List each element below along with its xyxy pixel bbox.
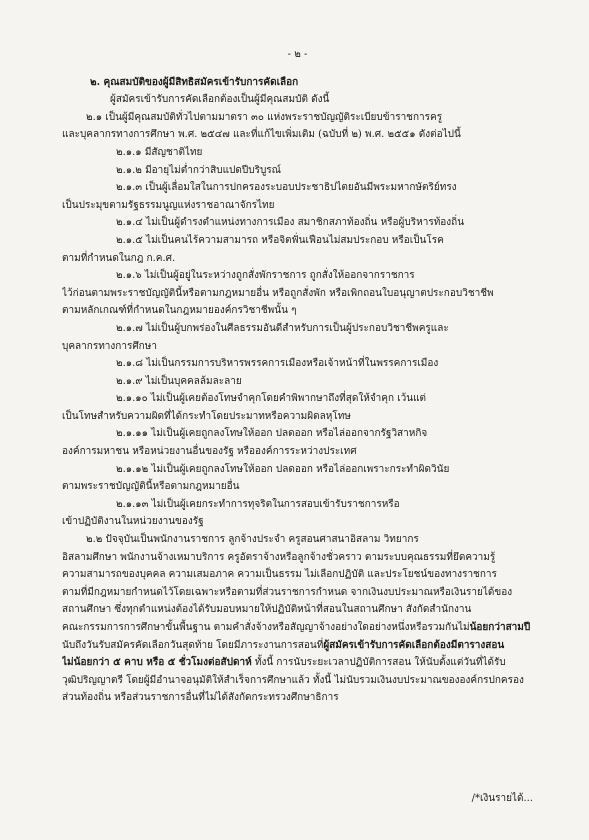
sub-item-continuation-line: องค์การมหาชน หรือหน่วยงานอื่นของรัฐ หรือองค์การระหว่างประเทศ — [62, 446, 357, 458]
intro-text: ผู้สมัครเข้ารับการคัดเลือกต้องเป็นผู้มีคุณสมบัติ ดังนี้ — [110, 94, 330, 106]
item-2-2-line-8-bold: ไม่น้อยกว่า ๕ คาบ หรือ ๕ ชั่วโมงต่อสัปดาห์ — [62, 657, 252, 669]
sub-item-first-line: ๒.๑.๕ ไม่เป็นคนไร้ความสามารถ หรือจิตฟั่นเฟือนไม่สมประกอบ หรือเป็นโรค — [116, 234, 444, 246]
sub-item-first-line: ๒.๑.๗ ไม่เป็นผู้บกพร่องในศีลธรรมอันดีสำหรับการเป็นผู้ประกอบวิชาชีพครูและ — [116, 322, 449, 334]
sub-item-first-line: ๒.๑.๙ ไม่เป็นบุคคลล้มละลาย — [116, 375, 242, 387]
sub-item-continuation-line: ไว้ก่อนตามพระราชบัญญัตินี้หรือตามกฎหมายอื่น หรือถูกสั่งพัก หรือเพิกถอนใบอนุญาตประกอบวิชาชีพ — [62, 287, 494, 299]
sub-item-first-line: ๒.๑.๑๓ ไม่เป็นผู้เคยกระทำการทุจริตในการสอบเข้ารับราชการหรือ — [116, 498, 400, 510]
item-2-2-line-5: สถานศึกษา ซึ่งทุกตำแหน่งต้องได้รับมอบหมายให้ปฏิบัติหน้าที่สอนในสถานศึกษา สังกัดสำนักงาน — [62, 604, 472, 616]
item-2-2-line-10: ส่วนท้องถิ่น หรือส่วนราชการอื่นที่ไม่ได้สังกัดกระทรวงศึกษาธิการ — [62, 692, 339, 704]
sub-item-continuation-line: ตามพระราชบัญญัตินี้หรือตามกฎหมายอื่น — [62, 481, 240, 493]
sub-item-continuation-line: บุคลากรทางการศึกษา — [62, 340, 157, 352]
sub-item-first-line: ๒.๑.๑๒ ไม่เป็นผู้เคยถูกลงโทษให้ออก ปลดออก หรือไล่ออกเพราะกระทำผิดวินัย — [116, 463, 450, 475]
qualification-list — [62, 144, 533, 531]
item-2-2-line-4: ตามที่มีกฎหมายกำหนดไว้โดยเฉพาะหรือตามที่ส่วนราชการกำหนด จากเงินงบประมาณหรือเงินรายได้ของ — [62, 586, 513, 598]
item-2-2-line-6 — [62, 619, 533, 637]
sub-item-first-line: ๒.๑.๑๐ ไม่เป็นผู้เคยต้องโทษจำคุกโดยคำพิพากษาถึงที่สุดให้จำคุก เว้นแต่ — [116, 393, 427, 405]
sub-item-first-line: ๒.๑.๒ มีอายุไม่ต่ำกว่าสิบแปดปีบริบูรณ์ — [116, 164, 281, 176]
item-2-2-line-8 — [62, 654, 533, 672]
sub-item-continuation-line: เป็นประมุขตามรัฐธรรมนูญแห่งราชอาณาจักรไทย — [62, 199, 275, 211]
item-2-2-line-6-bold: น้อยกว่าสามปี — [469, 622, 531, 633]
item-2-2-line-1: ๒.๒ ปัจจุบันเป็นพนักงานราชการ ลูกจ้างประจำ ครูสอนศาสนาอิสลาม วิทยากร — [86, 534, 419, 546]
item-2-2-line-2: อิสลามศึกษา พนักงานจ้างเหมาบริการ ครูอัตราจ้างหรือลูกจ้างชั่วคราว ตามระบบคุณธรรมที่ยึดความรู้ — [62, 551, 496, 563]
sub-item-continuation-line: เข้าปฏิบัติงานในหน่วยงานของรัฐ — [62, 516, 204, 528]
item-2-2-line-9: วุฒิปริญญาตรี โดยผู้มีอำนาจอนุมัติให้สำเร็จการศึกษาแล้ว ทั้งนี้ ไม่นับรวมเงินงบประมาณขององค์กรปกครอง — [62, 674, 524, 686]
sub-item-first-line: ๒.๑.๑ มีสัญชาติไทย — [116, 146, 203, 158]
item-2-1-line-1: ๒.๑ เป็นผู้มีคุณสมบัติทั่วไปตามมาตรา ๓๐ แห่งพระราชบัญญัติระเบียบข้าราชการครู — [86, 111, 443, 123]
sub-item-first-line: ๒.๑.๔ ไม่เป็นผู้ดำรงตำแหน่งทางการเมือง สมาชิกสภาท้องถิ่น หรือผู้บริหารท้องถิ่น — [116, 217, 465, 229]
item-2-2-line-3: ความสามารถของบุคคล ความเสมอภาค ความเป็นธรรม ไม่เลือกปฏิบัติ และประโยชน์ของทางราชการ — [62, 569, 497, 581]
sub-item-continuation-line: ตามที่กำหนดในกฎ ก.ค.ศ. — [62, 252, 176, 264]
section-title: ๒. คุณสมบัติของผู้มีสิทธิสมัครเข้ารับการคัดเลือก — [90, 76, 299, 88]
item-2-2-line-7 — [62, 637, 533, 655]
sub-item-first-line: ๒.๑.๓ เป็นผู้เลื่อมใสในการปกครองระบอบประชาธิปไตยอันมีพระมหากษัตริย์ทรง — [116, 182, 457, 194]
item-2-2-line-8-text: ทั้งนี้ การนับระยะเวลาปฏิบัติการสอน ให้นับตั้งแต่วันที่ได้รับ — [251, 657, 506, 669]
item-2-2-line-7-text: นับถึงวันรับสมัครคัดเลือกวันสุดท้าย โดยมีภาระงานการสอนที่ — [62, 639, 324, 651]
sub-item-first-line: ๒.๑.๖ ไม่เป็นผู้อยู่ในระหว่างถูกสั่งพักราชการ ถูกสั่งให้ออกจากราชการ — [116, 270, 415, 282]
page-number: - ๒ - — [287, 49, 308, 60]
item-2-2-line-7-bold: ผู้สมัครเข้ารับการคัดเลือกต้องมีตารางสอน — [323, 639, 505, 651]
continuation-note: /*เงินรายได้... — [471, 793, 533, 804]
sub-item-continuation-line: ตามหลักเกณฑ์ที่กำหนดในกฎหมายองค์กรวิชาชีพนั้น ๆ — [62, 305, 297, 317]
item-2-2-line-6-text: คณะกรรมการการศึกษาขั้นพื้นฐาน ตามคำสั่งจ้างหรือสัญญาจ้างอย่างใดอย่างหนึ่งหรือรวมกันไม่ — [62, 622, 470, 633]
sub-item-first-line: ๒.๑.๘ ไม่เป็นกรรมการบริหารพรรคการเมืองหรือเจ้าหน้าที่ในพรรคการเมือง — [116, 358, 439, 370]
item-2-1-line-2: และบุคลากรทางการศึกษา พ.ศ. ๒๕๔๗ และที่แก้ไขเพิ่มเติม (ฉบับที่ ๒) พ.ศ. ๒๕๕๑ ดังต่อไปนี้ — [62, 129, 461, 141]
sub-item-first-line: ๒.๑.๑๑ ไม่เป็นผู้เคยถูกลงโทษให้ออก ปลดออก หรือไล่ออกจากรัฐวิสาหกิจ — [116, 428, 428, 440]
sub-item-continuation-line: เป็นโทษสำหรับความผิดที่ได้กระทำโดยประมาทหรือความผิดลหุโทษ — [62, 410, 351, 422]
